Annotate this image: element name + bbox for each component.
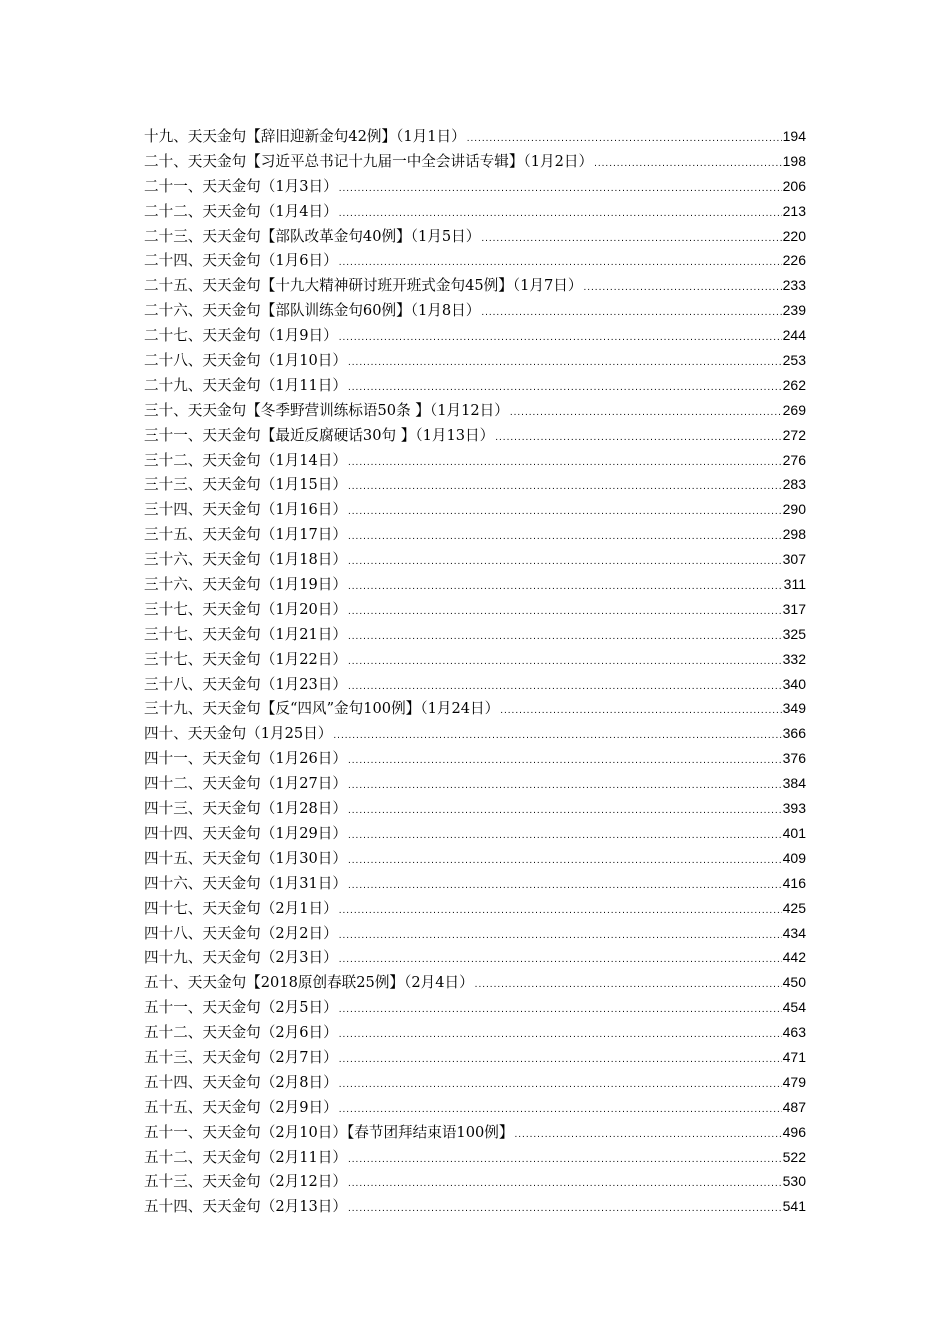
toc-entry[interactable]: [144, 696, 806, 721]
toc-entry[interactable]: [144, 746, 806, 771]
toc-dot-leader: [333, 724, 781, 749]
toc-entry-page-number: 233: [782, 277, 806, 294]
toc-entry-page-number: 262: [782, 376, 806, 393]
toc-entry[interactable]: [144, 597, 806, 622]
toc-entry[interactable]: [144, 647, 806, 672]
toc-entry-page-number: 198: [782, 152, 806, 169]
toc-entry-page-number: 384: [782, 775, 806, 792]
toc-dot-leader: [348, 1172, 782, 1197]
toc-entry-title: 五十四、天天金句（2月13日）: [144, 1198, 347, 1216]
toc-entry-page-number: 366: [782, 725, 806, 742]
toc-entry-page-number: 206: [782, 177, 806, 194]
toc-entry-title: 三十一、天天金句【最近反腐硬话30句 】（1月13日）: [144, 426, 495, 444]
toc-entry-page-number: 317: [782, 600, 806, 617]
toc-entry-page-number: 376: [782, 750, 806, 767]
toc-entry-title: 五十三、天天金句（2月7日）: [144, 1048, 338, 1066]
toc-dot-leader: [339, 924, 782, 949]
toc-dot-leader: [339, 202, 782, 227]
toc-entry-title: 三十七、天天金句（1月22日）: [144, 650, 347, 668]
toc-entry-title: 二十五、天天金句【十九大精神研讨班开班式金句45例】（1月7日）: [144, 277, 583, 295]
toc-entry[interactable]: [144, 323, 806, 348]
toc-entry-page-number: 454: [782, 999, 806, 1016]
toc-dot-leader: [348, 1148, 782, 1173]
toc-entry[interactable]: [144, 871, 806, 896]
toc-entry[interactable]: [144, 995, 806, 1020]
toc-entry[interactable]: [144, 771, 806, 796]
toc-dot-leader: [348, 675, 782, 700]
toc-entry[interactable]: [144, 199, 806, 224]
toc-entry-page-number: 220: [782, 227, 806, 244]
toc-entry-title: 三十九、天天金句【反“四风”金句100例】（1月24日）: [144, 700, 500, 718]
toc-dot-leader: [500, 699, 781, 724]
toc-entry-page-number: 409: [782, 849, 806, 866]
toc-entry-title: 五十三、天天金句（2月12日）: [144, 1173, 347, 1191]
toc-entry-title: 二十二、天天金句（1月4日）: [144, 202, 338, 220]
toc-dot-leader: [481, 227, 781, 252]
toc-dot-leader: [348, 824, 782, 849]
toc-entry-title: 四十四、天天金句（1月29日）: [144, 824, 347, 842]
toc-entry-title: 三十五、天天金句（1月17日）: [144, 526, 347, 544]
toc-entry[interactable]: [144, 1120, 806, 1145]
toc-entry-page-number: 425: [782, 899, 806, 916]
toc-entry-page-number: 541: [782, 1198, 806, 1215]
toc-entry[interactable]: [144, 622, 806, 647]
toc-entry[interactable]: [144, 1194, 806, 1219]
toc-dot-leader: [339, 1098, 782, 1123]
toc-entry-title: 三十七、天天金句（1月20日）: [144, 600, 347, 618]
toc-entry-title: 三十七、天天金句（1月21日）: [144, 625, 347, 643]
toc-dot-leader: [481, 301, 781, 326]
toc-entry[interactable]: [144, 547, 806, 572]
toc-entry-page-number: 269: [782, 401, 806, 418]
toc-entry[interactable]: [144, 846, 806, 871]
toc-dot-leader: [348, 351, 782, 376]
toc-dot-leader: [348, 500, 782, 525]
toc-entry[interactable]: [144, 448, 806, 473]
toc-entry[interactable]: [144, 174, 806, 199]
toc-dot-leader: [339, 899, 782, 924]
toc-dot-leader: [339, 326, 782, 351]
toc-entry[interactable]: [144, 945, 806, 970]
toc-entry-title: 二十一、天天金句（1月3日）: [144, 177, 338, 195]
toc-entry-page-number: 298: [782, 526, 806, 543]
toc-entry-page-number: 463: [782, 1024, 806, 1041]
toc-entry-title: 三十八、天天金句（1月23日）: [144, 675, 347, 693]
toc-entry-page-number: 253: [782, 352, 806, 369]
toc-dot-leader: [348, 575, 783, 600]
toc-entry[interactable]: [144, 1169, 806, 1194]
toc-entry[interactable]: [144, 1070, 806, 1095]
toc-entry-title: 四十六、天天金句（1月31日）: [144, 874, 347, 892]
toc-entry-page-number: 325: [782, 625, 806, 642]
toc-entry[interactable]: [144, 1145, 806, 1170]
toc-entry-title: 五十一、天天金句（2月5日）: [144, 999, 338, 1017]
toc-entry-title: 十九、天天金句【辞旧迎新金句42例】（1月1日）: [144, 128, 466, 145]
toc-dot-leader: [514, 1123, 781, 1148]
toc-entry[interactable]: [144, 248, 806, 273]
toc-entry-title: 四十九、天天金句（2月3日）: [144, 949, 338, 967]
table-of-contents: [144, 124, 806, 1219]
toc-entry-title: 四十七、天天金句（2月1日）: [144, 899, 338, 917]
toc-entry[interactable]: [144, 497, 806, 522]
toc-entry-page-number: 244: [782, 327, 806, 344]
toc-entry-title: 四十二、天天金句（1月27日）: [144, 775, 347, 793]
toc-entry-title: 二十三、天天金句【部队改革金句40例】（1月5日）: [144, 227, 481, 245]
toc-dot-leader: [339, 177, 782, 202]
toc-dot-leader: [348, 874, 782, 899]
toc-dot-leader: [348, 600, 782, 625]
toc-entry[interactable]: [144, 1045, 806, 1070]
toc-entry[interactable]: [144, 273, 806, 298]
toc-entry[interactable]: [144, 821, 806, 846]
toc-entry[interactable]: [144, 672, 806, 697]
toc-dot-leader: [348, 525, 782, 550]
toc-entry-title: 五十五、天天金句（2月9日）: [144, 1098, 338, 1116]
toc-entry[interactable]: [144, 921, 806, 946]
toc-entry[interactable]: [144, 896, 806, 921]
toc-entry-title: 二十九、天天金句（1月11日）: [144, 376, 347, 394]
toc-entry-page-number: 479: [782, 1073, 806, 1090]
toc-entry-page-number: 442: [782, 949, 806, 966]
toc-dot-leader: [339, 1073, 782, 1098]
toc-entry[interactable]: [144, 224, 806, 249]
toc-entry-title: 五十二、天天金句（2月6日）: [144, 1024, 338, 1042]
toc-entry-page-number: 283: [782, 476, 806, 493]
toc-entry[interactable]: [144, 149, 806, 174]
toc-entry[interactable]: [144, 796, 806, 821]
toc-entry-page-number: 471: [782, 1048, 806, 1065]
toc-entry-title: 五十四、天天金句（2月8日）: [144, 1073, 338, 1091]
toc-dot-leader: [348, 625, 782, 650]
toc-dot-leader: [339, 251, 782, 276]
toc-dot-leader: [348, 475, 782, 500]
toc-entry-page-number: 393: [782, 800, 806, 817]
toc-entry-title: 五十一、天天金句（2月10日）【春节团拜结束语100例】: [144, 1123, 514, 1141]
toc-entry-page-number: 349: [782, 700, 806, 717]
toc-dot-leader: [339, 1023, 782, 1048]
toc-dot-leader: [348, 774, 782, 799]
toc-entry[interactable]: [144, 721, 806, 746]
toc-entry-title: 二十七、天天金句（1月9日）: [144, 327, 338, 345]
toc-entry-page-number: 226: [782, 252, 806, 269]
toc-entry-page-number: 522: [782, 1148, 806, 1165]
toc-dot-leader: [510, 401, 782, 426]
toc-entry-title: 二十、天天金句【习近平总书记十九届一中全会讲话专辑】（1月2日）: [144, 152, 594, 170]
toc-dot-leader: [348, 749, 782, 774]
toc-entry-page-number: 450: [782, 974, 806, 991]
toc-entry-title: 三十三、天天金句（1月15日）: [144, 476, 347, 494]
toc-entry-page-number: 290: [782, 501, 806, 518]
toc-dot-leader: [348, 849, 782, 874]
toc-entry-title: 二十八、天天金句（1月10日）: [144, 352, 347, 370]
toc-entry-page-number: 307: [782, 551, 806, 568]
toc-entry-page-number: 416: [782, 874, 806, 891]
toc-entry[interactable]: [144, 348, 806, 373]
toc-dot-leader: [467, 127, 782, 152]
toc-entry[interactable]: [144, 423, 806, 448]
toc-dot-leader: [348, 550, 782, 575]
toc-entry-title: 三十、天天金句【冬季野营训练标语50条 】（1月12日）: [144, 401, 509, 419]
toc-entry[interactable]: [144, 298, 806, 323]
toc-entry-title: 四十五、天天金句（1月30日）: [144, 849, 347, 867]
toc-entry[interactable]: [144, 572, 806, 597]
toc-dot-leader: [339, 1048, 782, 1073]
toc-entry[interactable]: [144, 472, 806, 497]
toc-entry-title: 五十二、天天金句（2月11日）: [144, 1148, 347, 1166]
toc-entry-page-number: 487: [782, 1098, 806, 1115]
toc-entry-page-number: 213: [782, 202, 806, 219]
toc-entry-page-number: 194: [782, 128, 806, 144]
toc-entry[interactable]: [144, 124, 806, 149]
toc-entry-page-number: 340: [782, 675, 806, 692]
toc-entry-title: 四十一、天天金句（1月26日）: [144, 750, 347, 768]
toc-dot-leader: [348, 451, 782, 476]
toc-entry[interactable]: [144, 1020, 806, 1045]
toc-dot-leader: [594, 152, 782, 177]
toc-entry-title: 四十、天天金句（1月25日）: [144, 725, 333, 743]
toc-dot-leader: [348, 799, 782, 824]
toc-entry-title: 三十六、天天金句（1月19日）: [144, 576, 347, 594]
toc-entry-page-number: 311: [783, 576, 806, 593]
toc-entry-title: 四十八、天天金句（2月2日）: [144, 924, 338, 942]
toc-entry-page-number: 239: [782, 302, 806, 319]
toc-entry-title: 三十四、天天金句（1月16日）: [144, 501, 347, 519]
toc-entry[interactable]: [144, 970, 806, 995]
toc-entry-page-number: 332: [782, 650, 806, 667]
toc-entry[interactable]: [144, 398, 806, 423]
toc-entry[interactable]: [144, 522, 806, 547]
toc-entry-title: 三十二、天天金句（1月14日）: [144, 451, 347, 469]
toc-entry-title: 二十六、天天金句【部队训练金句60例】（1月8日）: [144, 302, 481, 320]
toc-entry-title: 五十、天天金句【2018原创春联25例】（2月4日）: [144, 974, 474, 992]
toc-entry[interactable]: [144, 1095, 806, 1120]
toc-entry[interactable]: [144, 373, 806, 398]
toc-dot-leader: [339, 948, 782, 973]
toc-dot-leader: [348, 376, 782, 401]
toc-entry-page-number: 496: [782, 1123, 806, 1140]
toc-entry-page-number: 272: [782, 426, 806, 443]
toc-dot-leader: [339, 998, 782, 1023]
toc-dot-leader: [348, 650, 782, 675]
toc-entry-page-number: 530: [782, 1173, 806, 1190]
toc-entry-page-number: 434: [782, 924, 806, 941]
toc-entry-title: 四十三、天天金句（1月28日）: [144, 800, 347, 818]
toc-entry-page-number: 276: [782, 451, 806, 468]
toc-entry-page-number: 401: [782, 824, 806, 841]
toc-entry-title: 二十四、天天金句（1月6日）: [144, 252, 338, 270]
toc-entry-title: 三十六、天天金句（1月18日）: [144, 551, 347, 569]
toc-dot-leader: [583, 276, 781, 301]
toc-dot-leader: [495, 426, 781, 451]
toc-dot-leader: [348, 1197, 782, 1222]
toc-dot-leader: [475, 973, 782, 998]
